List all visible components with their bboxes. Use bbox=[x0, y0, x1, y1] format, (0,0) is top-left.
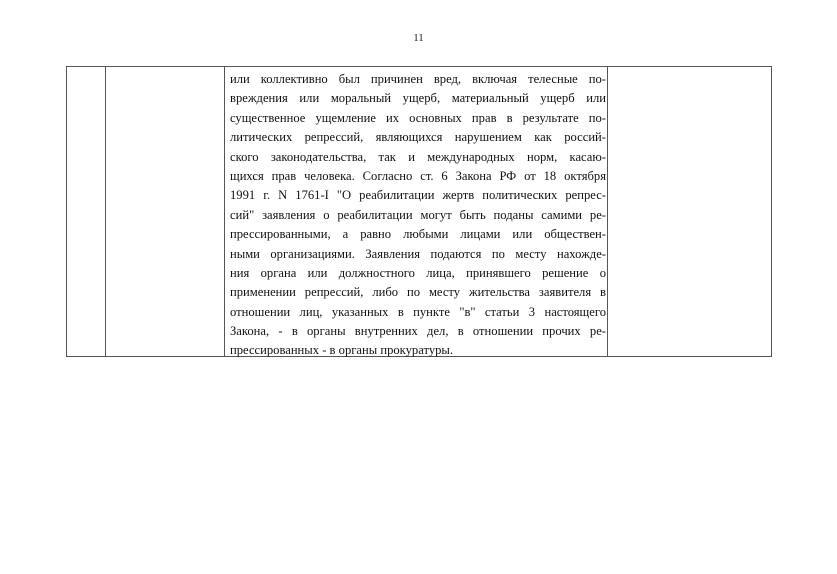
text-line: прессированными, а равно любыми лицами или обществен- bbox=[230, 227, 606, 242]
text-line: вреждения или моральный ущерб, материальный ущерб или bbox=[230, 91, 606, 106]
text-line: ными организациями. Заявления подаются по месту нахожде- bbox=[230, 246, 606, 261]
text-line: литических репрессий, являющихся нарушением как россий- bbox=[230, 130, 606, 145]
text-line: прессированных - в органы прокуратуры. bbox=[230, 343, 454, 358]
document-table bbox=[66, 66, 772, 357]
text-line: существенное ущемление их основных прав в результате по- bbox=[230, 110, 606, 125]
page-number: 11 bbox=[413, 32, 424, 44]
table-cell-description bbox=[230, 70, 606, 361]
text-line: 1991 г. N 1761-I "О реабилитации жертв политических репрес- bbox=[230, 188, 606, 203]
column-divider-3 bbox=[607, 67, 608, 356]
text-line: или коллективно был причинен вред, включая телесные по- bbox=[230, 72, 606, 86]
column-divider-1 bbox=[105, 67, 106, 356]
text-line: Закона, - в органы внутренних дел, в отношении прочих ре- bbox=[230, 324, 606, 339]
text-line: ния органа или должностного лица, принявшего решение о bbox=[230, 265, 606, 280]
text-line: применении репрессий, либо по месту жительства заявителя в bbox=[230, 285, 606, 300]
text-line: отношении лиц, указанных в пункте "в" статьи 3 настоящего bbox=[230, 304, 606, 319]
text-line: сий" заявления о реабилитации могут быть поданы самими ре- bbox=[230, 207, 606, 222]
text-line: ского законодательства, так и международных норм, касаю- bbox=[230, 149, 606, 164]
column-divider-2 bbox=[224, 67, 225, 356]
text-line: щихся прав человека. Согласно ст. 6 Закона РФ от 18 октября bbox=[230, 168, 606, 183]
